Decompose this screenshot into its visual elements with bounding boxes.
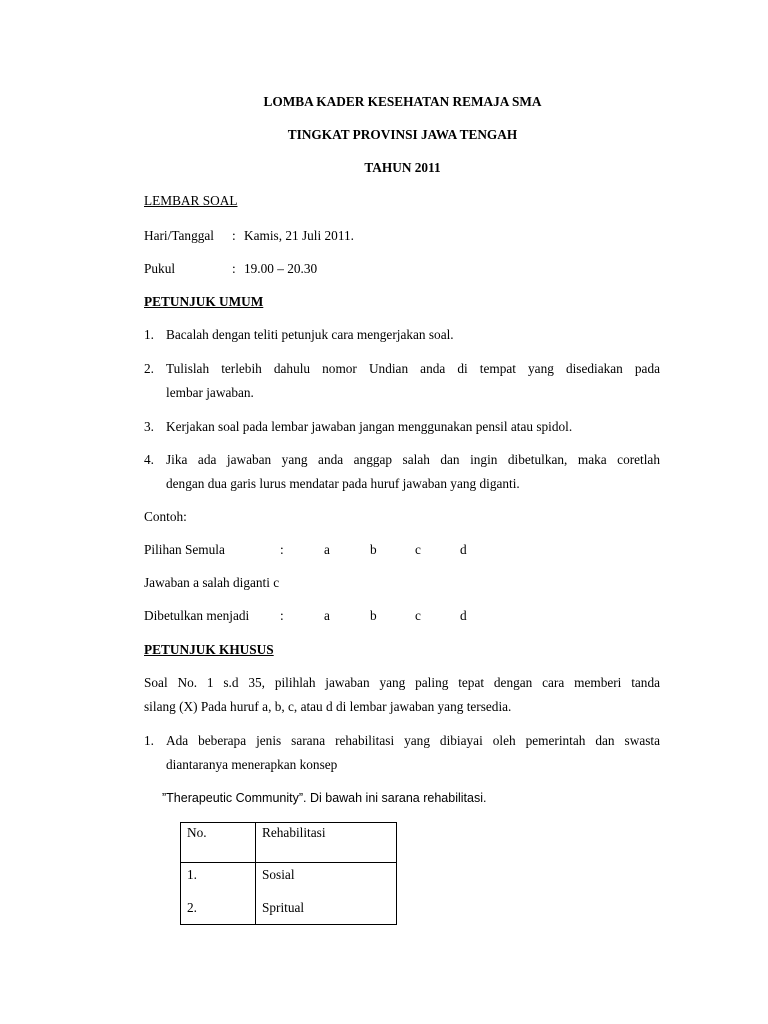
- question-1-quote: ”Therapeutic Community”. Di bawah ini sarana rehabilitasi.: [162, 791, 487, 805]
- general-item-3-text: Kerjakan soal pada lembar jawaban jangan menggunakan pensil atau spidol.: [166, 419, 573, 434]
- general-heading: PETUNJUK UMUM: [144, 294, 264, 309]
- example-original-option-d: d: [460, 542, 467, 557]
- day-label: Hari/Tanggal: [144, 228, 214, 243]
- table-header-no: [181, 823, 256, 863]
- header-title: LOMBA KADER KESEHATAN REMAJA SMA: [263, 94, 542, 109]
- example-corrected-option-c: c: [415, 608, 421, 623]
- question-1-line-1: Ada beberapa jenis sarana rehabilitasi yang dibiayai oleh pemerintah dan swasta: [166, 733, 660, 748]
- general-item-4-line-2: dengan dua garis lurus mendatar pada huruf jawaban yang diganti.: [166, 476, 520, 491]
- example-original-option-c: c: [415, 542, 421, 557]
- sheet-title: LEMBAR SOAL: [144, 193, 238, 208]
- example-corrected-option-d: d: [460, 608, 467, 623]
- table-cell-values: [256, 863, 397, 925]
- question-1-number: 1.: [144, 733, 154, 748]
- special-heading: PETUNJUK KHUSUS: [144, 642, 274, 657]
- example-original-option-b: b: [370, 542, 377, 557]
- example-original-option-a: a: [324, 542, 330, 557]
- example-corrected-label: Dibetulkan menjadi: [144, 608, 250, 623]
- table-cell-value-1: Sosial: [262, 867, 295, 882]
- header-subtitle: TINGKAT PROVINSI JAWA TENGAH: [287, 127, 518, 142]
- time-separator: :: [232, 261, 236, 276]
- general-item-2-line-2: lembar jawaban.: [166, 385, 254, 400]
- table-row: [181, 863, 397, 925]
- example-original-separator: :: [280, 542, 284, 557]
- general-item-4-number: 4.: [144, 452, 154, 467]
- general-item-2-number: 2.: [144, 361, 154, 376]
- example-label: Contoh:: [144, 509, 187, 524]
- table-header-no-text: No.: [187, 825, 207, 840]
- special-line-2: silang (X) Pada huruf a, b, c, atau d di lembar jawaban yang tersedia.: [144, 699, 512, 714]
- example-middle-text: Jawaban a salah diganti c: [144, 575, 280, 590]
- special-line-1: Soal No. 1 s.d 35, pilihlah jawaban yang paling tepat dengan cara memberi tanda: [144, 675, 660, 690]
- table-header-rehabilitation: [256, 823, 397, 863]
- table-cell-value-2: Spritual: [262, 900, 305, 915]
- example-corrected-option-a: a: [324, 608, 330, 623]
- general-item-4-line-1: Jika ada jawaban yang anda anggap salah dan ingin dibetulkan, maka coretlah: [166, 452, 660, 467]
- general-item-2-line-1: Tulislah terlebih dahulu nomor Undian anda di tempat yang disediakan pada: [166, 361, 660, 376]
- table-cell-numbers: [181, 863, 256, 925]
- general-item-1-text: Bacalah dengan teliti petunjuk cara mengerjakan soal.: [166, 327, 454, 342]
- time-value: 19.00 – 20.30: [244, 261, 318, 276]
- example-corrected-separator: :: [280, 608, 284, 623]
- general-item-3-number: 3.: [144, 419, 154, 434]
- example-original-label: Pilihan Semula: [144, 542, 225, 557]
- header-year: TAHUN 2011: [364, 160, 441, 175]
- question-1-line-2: diantaranya menerapkan konsep: [166, 757, 338, 772]
- example-corrected-option-b: b: [370, 608, 377, 623]
- rehabilitation-table: [180, 822, 397, 925]
- day-value: Kamis, 21 Juli 2011.: [244, 228, 354, 243]
- table-header-row: [181, 823, 397, 863]
- table-cell-number-2: 2.: [187, 900, 197, 915]
- day-separator: :: [232, 228, 236, 243]
- table-header-rehabilitation-text: Rehabilitasi: [262, 825, 326, 840]
- time-label: Pukul: [144, 261, 176, 276]
- general-item-1-number: 1.: [144, 327, 154, 342]
- table-cell-number-1: 1.: [187, 867, 197, 882]
